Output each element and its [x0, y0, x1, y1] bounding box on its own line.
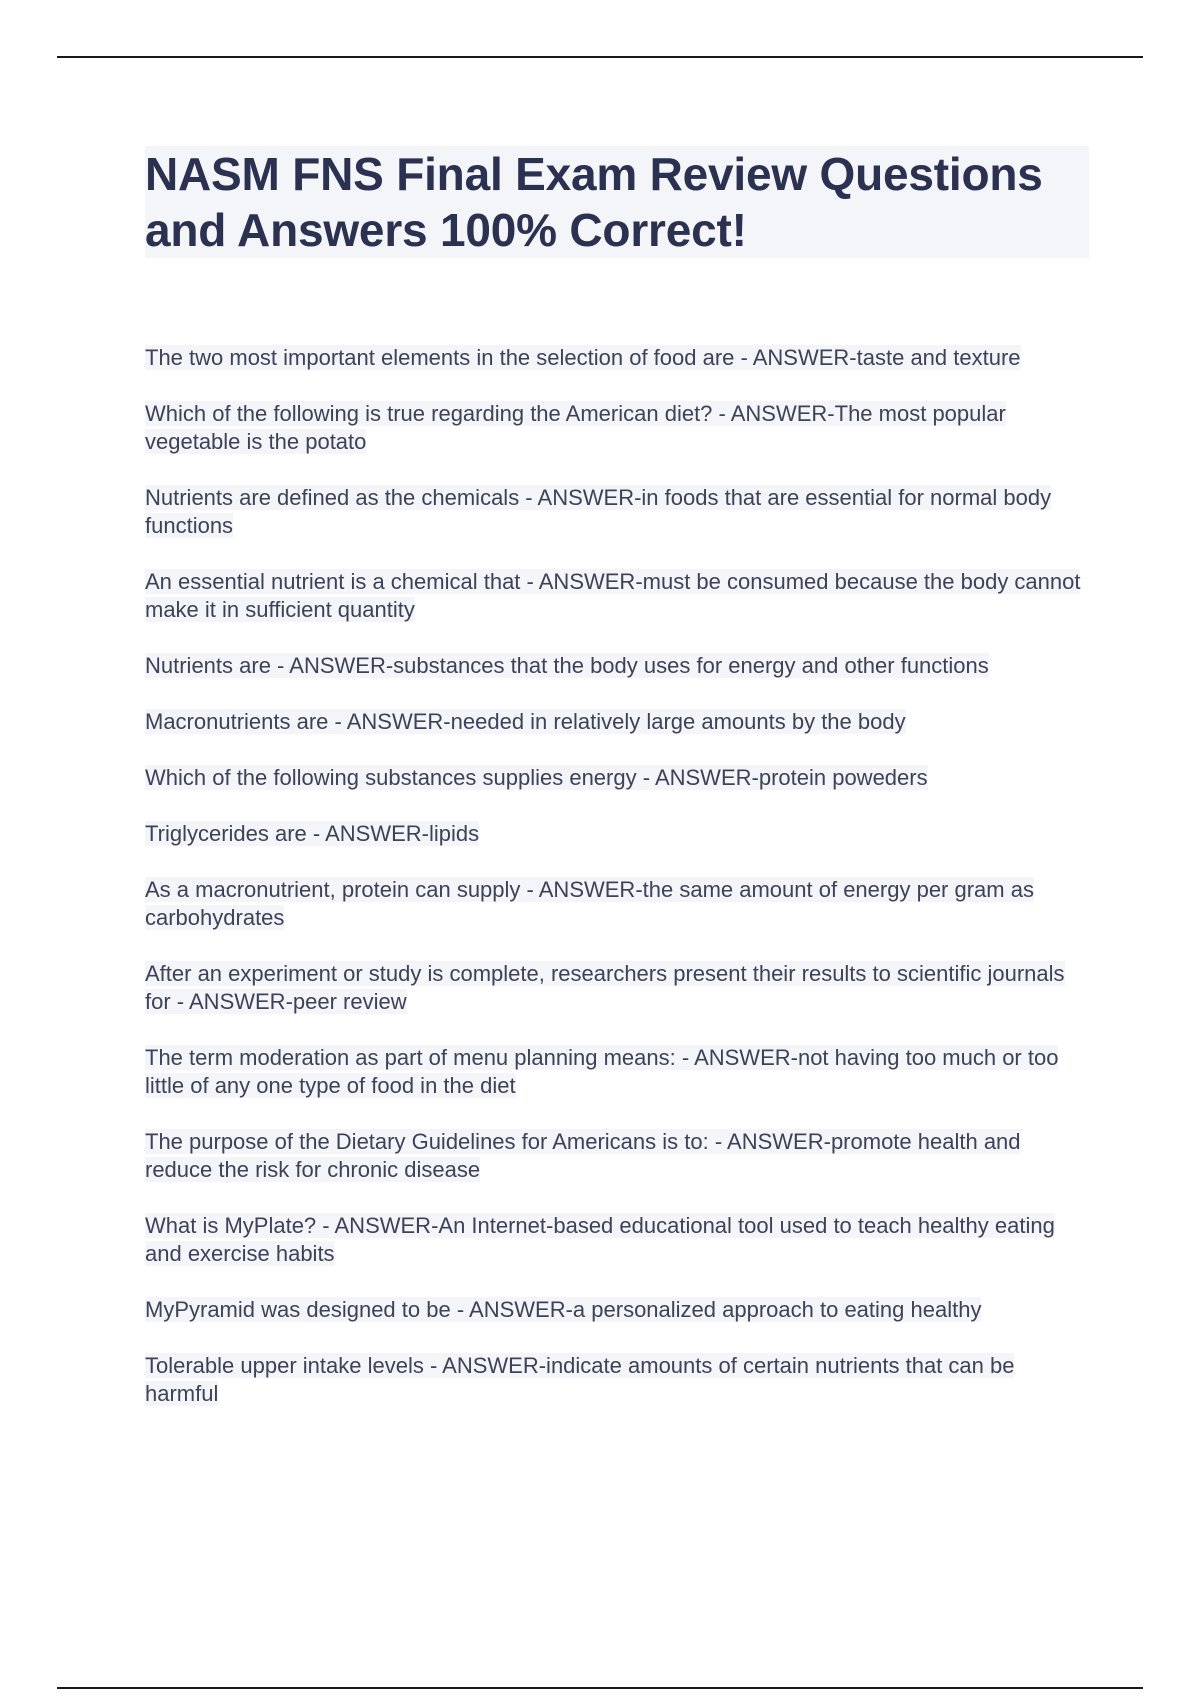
qa-item: As a macronutrient, protein can supply - ANSWER-the same amount of energy per gram as carbohydrates: [145, 877, 1034, 930]
qa-item: Triglycerides are - ANSWER-lipids: [145, 821, 480, 846]
qa-item: MyPyramid was designed to be - ANSWER-a personalized approach to eating healthy: [145, 1297, 982, 1322]
qa-item: Nutrients are - ANSWER-substances that the body uses for energy and other functions: [145, 653, 989, 678]
qa-list: [145, 344, 1089, 1408]
qa-item: Macronutrients are - ANSWER-needed in relatively large amounts by the body: [145, 709, 906, 734]
qa-item: The purpose of the Dietary Guidelines for Americans is to: - ANSWER-promote health and reduce the risk for chronic disease: [145, 1129, 1021, 1182]
qa-item: An essential nutrient is a chemical that - ANSWER-must be consumed because the body cannot make it in sufficient quantity: [145, 569, 1081, 622]
document-title: NASM FNS Final Exam Review Questions and Answers 100% Correct!: [145, 146, 1089, 258]
bottom-divider: [57, 1687, 1143, 1689]
qa-item: What is MyPlate? - ANSWER-An Internet-based educational tool used to teach healthy eating and exercise habits: [145, 1213, 1055, 1266]
qa-item: The term moderation as part of menu planning means: - ANSWER-not having too much or too little of any one type of food in the diet: [145, 1045, 1059, 1098]
qa-item: Which of the following is true regarding the American diet? - ANSWER-The most popular vegetable is the potato: [145, 401, 1006, 454]
qa-item: After an experiment or study is complete, researchers present their results to scientific journals for - ANSWER-peer review: [145, 961, 1065, 1014]
qa-item: Nutrients are defined as the chemicals - ANSWER-in foods that are essential for normal body functions: [145, 485, 1052, 538]
qa-item: Which of the following substances supplies energy - ANSWER-protein poweders: [145, 765, 928, 790]
qa-item: The two most important elements in the selection of food are - ANSWER-taste and texture: [145, 345, 1021, 370]
top-divider: [57, 56, 1143, 58]
qa-item: Tolerable upper intake levels - ANSWER-indicate amounts of certain nutrients that can be harmful: [145, 1353, 1015, 1406]
document-body: [145, 146, 1089, 1436]
